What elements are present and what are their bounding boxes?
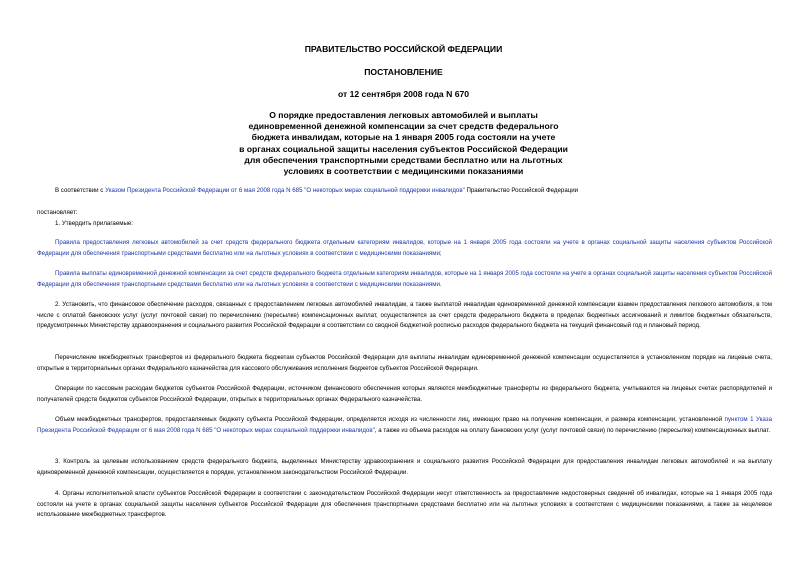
item-3: 3. Контроль за целевым использованием средств федерального бюджета, выделенных Министерству здравоохранения и социального развития Российской Федерации для предоставления инвалидам легковых автомобилей и на выплату единовременной денежной компенсации, осуществляется в порядке, установленном законодательством Российской Федерации.: [37, 458, 772, 476]
decree-685-item1-link[interactable]: пунктом 1 Указа Президента Российской Федерации от 6 мая 2008 года N 685 "О некоторых мерах социальной поддержки инвалидов": [37, 416, 773, 434]
government-title: ПРАВИТЕЛЬСТВО РОССИЙСКОЙ ФЕДЕРАЦИИ: [304, 44, 503, 54]
rules-compensation-link[interactable]: Правила выплаты единовременной денежной компенсации за счет средств федерального бюджета отдельным категориям инвалидов, которые на 1 января 2005 года состояли на учете в органах социальной защиты населения субъектов Российской Федерации для обеспечения транспортными средствами бесплатно или на льготных условиях в соответствии с медицинскими показаниями.: [37, 270, 772, 288]
title-line: условиях в соответствии с медицинскими показаниями: [283, 166, 524, 177]
title-line: единовременной денежной компенсации за счет средств федерального: [248, 121, 559, 132]
volume-paragraph: [37, 415, 772, 436]
intro-suffix: Правительство Российской Федерации: [464, 187, 579, 194]
intro-paragraph: [37, 186, 772, 197]
decree-685-link[interactable]: Указом Президента Российской Федерации от 6 мая 2008 года N 685 "О некоторых мерах социальной поддержки инвалидов": [105, 187, 465, 194]
title-line: для обеспечения транспортными средствами бесплатно или на льготных: [244, 154, 563, 165]
item-2: 2. Установить, что финансовое обеспечение расходов, связанных с предоставлением легковых автомобилей инвалидам, а также выплатой инвалидам единовременной денежной компенсации взамен предоставления легкового автомобиля, в том числе с оплатой банковских услуг (услуг почтовой связи) по перечислению (пересылке) компенсационных выплат, осуществляется за счет средств федерального бюджета в пределах бюджетных ассигнований и лимитов бюджетных обязательств, предусмотренных Министерству здравоохранения и социального развития Российской Федерации в соответствии со сводной бюджетной росписью расходов федерального бюджета на текущий финансовый год и плановый период.: [37, 301, 772, 330]
operations-paragraph: Операции по кассовым расходам бюджетов субъектов Российской Федерации, источником финансового обеспечения которых являются межбюджетные трансферты из федерального бюджета, учитываются на лицевых счетах распорядителей и получателей средств бюджетов субъектов Российской Федерации, открытых в территориальных органах Федерального казначейства.: [37, 385, 772, 403]
rules-cars-link[interactable]: Правила предоставления легковых автомобилей за счет средств федерального бюджета отдельным категориям инвалидов, которые на 1 января 2005 года состояли на учете в органах социальной защиты населения субъектов Российской Федерации для обеспечения транспортными средствами бесплатно или на льготных условиях в соответствии с медицинскими показаниями;: [37, 239, 772, 257]
volume-prefix: Объем межбюджетных трансфертов, предоставляемых бюджету субъекта Российской Федерации, определяется исходя из численности лиц, имеющих право на получение компенсации, и размера компенсации, установленной: [55, 416, 725, 423]
title-line: О порядке предоставления легковых автомобилей и выплаты: [269, 110, 538, 120]
title-line: бюджета инвалидам, которые на 1 января 2005 года состояли на учете: [251, 132, 556, 143]
resolves-text: постановляет:: [37, 209, 78, 216]
item-1: 1. Утвердить прилагаемые:: [55, 220, 134, 227]
document-type: ПОСТАНОВЛЕНИЕ: [364, 67, 443, 77]
document-title: [0, 110, 807, 177]
transfers-paragraph: Перечисление межбюджетных трансфертов из федерального бюджета бюджетам субъектов Российской Федерации для выплаты инвалидам единовременной денежной компенсации осуществляется в установленном порядке на лицевые счета, открытые в территориальных органах Федерального казначейства для кассового обслуживания исполнения бюджетов субъектов Российской Федерации.: [37, 354, 772, 372]
intro-prefix: В соответствии с: [55, 187, 106, 194]
title-line: в органах социальной защиты населения субъектов Российской Федерации: [239, 143, 568, 154]
document-date: от 12 сентября 2008 года N 670: [337, 89, 470, 99]
volume-suffix: , а также из объема расходов на оплату банковских услуг (услуг почтовой связи) по перечислению (пересылке) компенсационных выплат.: [374, 426, 771, 434]
item-4: 4. Органы исполнительной власти субъектов Российской Федерации в соответствии с законодательством Российской Федерации несут ответственность за предоставление недостоверных сведений об инвалидах, которые на 1 января 2005 года состояли на учете в органах социальной защиты населения субъектов Российской Федерации для обеспечения транспортными средствами бесплатно или на льготных условиях в соответствии с медицинскими показаниями, а также за нецелевое использование межбюджетных трансфертов.: [37, 490, 772, 519]
